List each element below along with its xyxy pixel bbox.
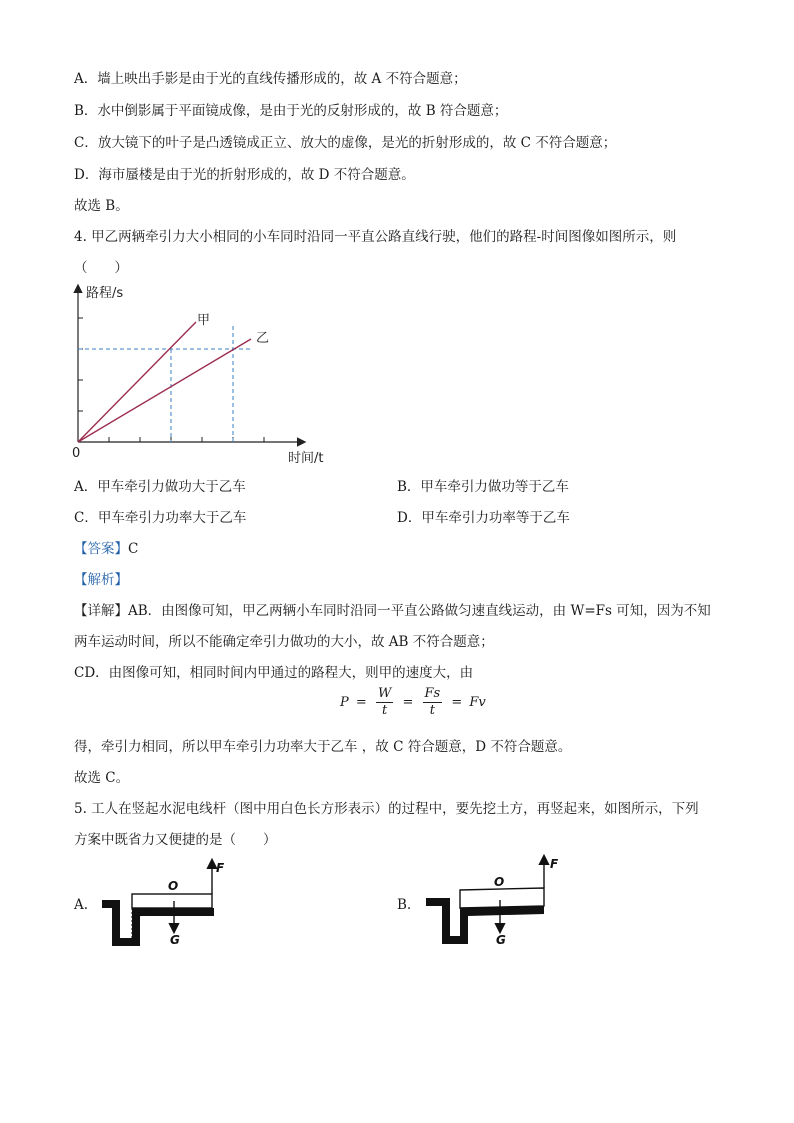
formula-t2: t [429,703,435,718]
q3-choice: 故选 B。 [74,198,129,214]
formula-eq-3: = [451,695,463,710]
pivot-label-b: O [494,875,505,889]
formula-eq-2: = [402,695,414,710]
power-formula [340,686,486,719]
q4-detail-3: CD．由图像可知，相同时间内甲通过的路程大，则甲的速度大，由 [74,665,474,681]
q4-detail-1 [74,599,711,619]
force-label-b: F [550,857,559,871]
x-axis-label: 时间/t [288,451,324,466]
q4-option-d: D．甲车牵引力功率等于乙车 [397,510,570,526]
analysis-label: 【解析】 [74,572,128,588]
formula-frac-fst [423,686,443,719]
q4-stem: 4. 甲乙两辆牵引力大小相同的小车同时沿同一平直公路直线行驶，他们的路程-时间图像如图所示，则 [74,229,677,245]
force-label-a: F [216,861,225,875]
formula-fs: Fs [424,686,441,701]
q5-stem-1: 5. 工人在竖起水泥电线杆（图中用白色长方形表示）的过程中，要先挖土方，再竖起来，如图所示，下列 [74,801,699,817]
pole-b [460,888,544,908]
y-ticks [78,318,83,411]
x-ticks [109,437,264,442]
formula-frac-wt [376,686,393,719]
q4-answer [74,537,138,557]
q5-stem-2: 方案中既省力又便捷的是（ ） [74,832,277,848]
q4-analysis-label [74,568,128,588]
q4-choice: 故选 C。 [74,770,130,786]
q5-option-a-label: A. [74,897,89,913]
q5-option-a-figure [96,858,246,950]
q4-option-b: B．甲车牵引力做功等于乙车 [397,479,569,495]
y-axis-label: 路程/s [86,286,124,301]
q3-analysis-d: D．海市蜃楼是由于光的折射形成的，故 D 不符合题意。 [74,167,415,183]
formula-fv: Fv [469,695,486,710]
formula-t1: t [382,703,388,718]
pivot-label-a: O [168,879,179,893]
formula-p: P [340,695,349,710]
formula-eq-1: = [355,695,367,710]
q4-detail-2: 两车运动时间，所以不能确定牵引力做功的大小，故 AB 不符合题意； [74,634,494,650]
gravity-label-a: G [170,933,180,947]
line-jia-label: 甲 [197,313,211,328]
formula-w: W [377,686,392,701]
q5-option-b-figure [420,852,570,950]
answer-value: C [128,541,139,557]
q3-analysis-a: A．墙上映出手影是由于光的直线传播形成的，故 A 不符合题意； [74,71,467,87]
line-yi-label: 乙 [256,331,270,346]
q4-option-a: A．甲车牵引力做功大于乙车 [74,479,246,495]
q3-analysis-b: B．水中倒影属于平面镜成像，是由于光的反射形成的，故 B 符合题意； [74,103,508,119]
q4-blank: （ ） [74,260,128,276]
gravity-label-b: G [496,933,506,947]
q4-st-graph [60,280,350,470]
detail-label: 【详解】 [74,603,128,619]
q4-detail-4: 得，牵引力相同，所以甲车牵引力功率大于乙车 ，故 C 符合题意，D 不符合题意。 [74,739,572,755]
pole-a [132,894,212,908]
answer-label: 【答案】 [74,541,128,557]
origin-label: 0 [72,446,81,461]
q5-option-b-label: B. [397,897,412,913]
detail-1-text: AB．由图像可知，甲乙两辆小车同时沿同一平直公路做匀速直线运动，由 W=Fs 可知，因为不知 [128,603,711,619]
q4-option-c: C．甲车牵引力功率大于乙车 [74,510,247,526]
q3-analysis-c: C．放大镜下的叶子是凸透镜成正立、放大的虚像，是光的折射形成的，故 C 不符合题意； [74,135,617,151]
guide-lines [78,326,253,442]
